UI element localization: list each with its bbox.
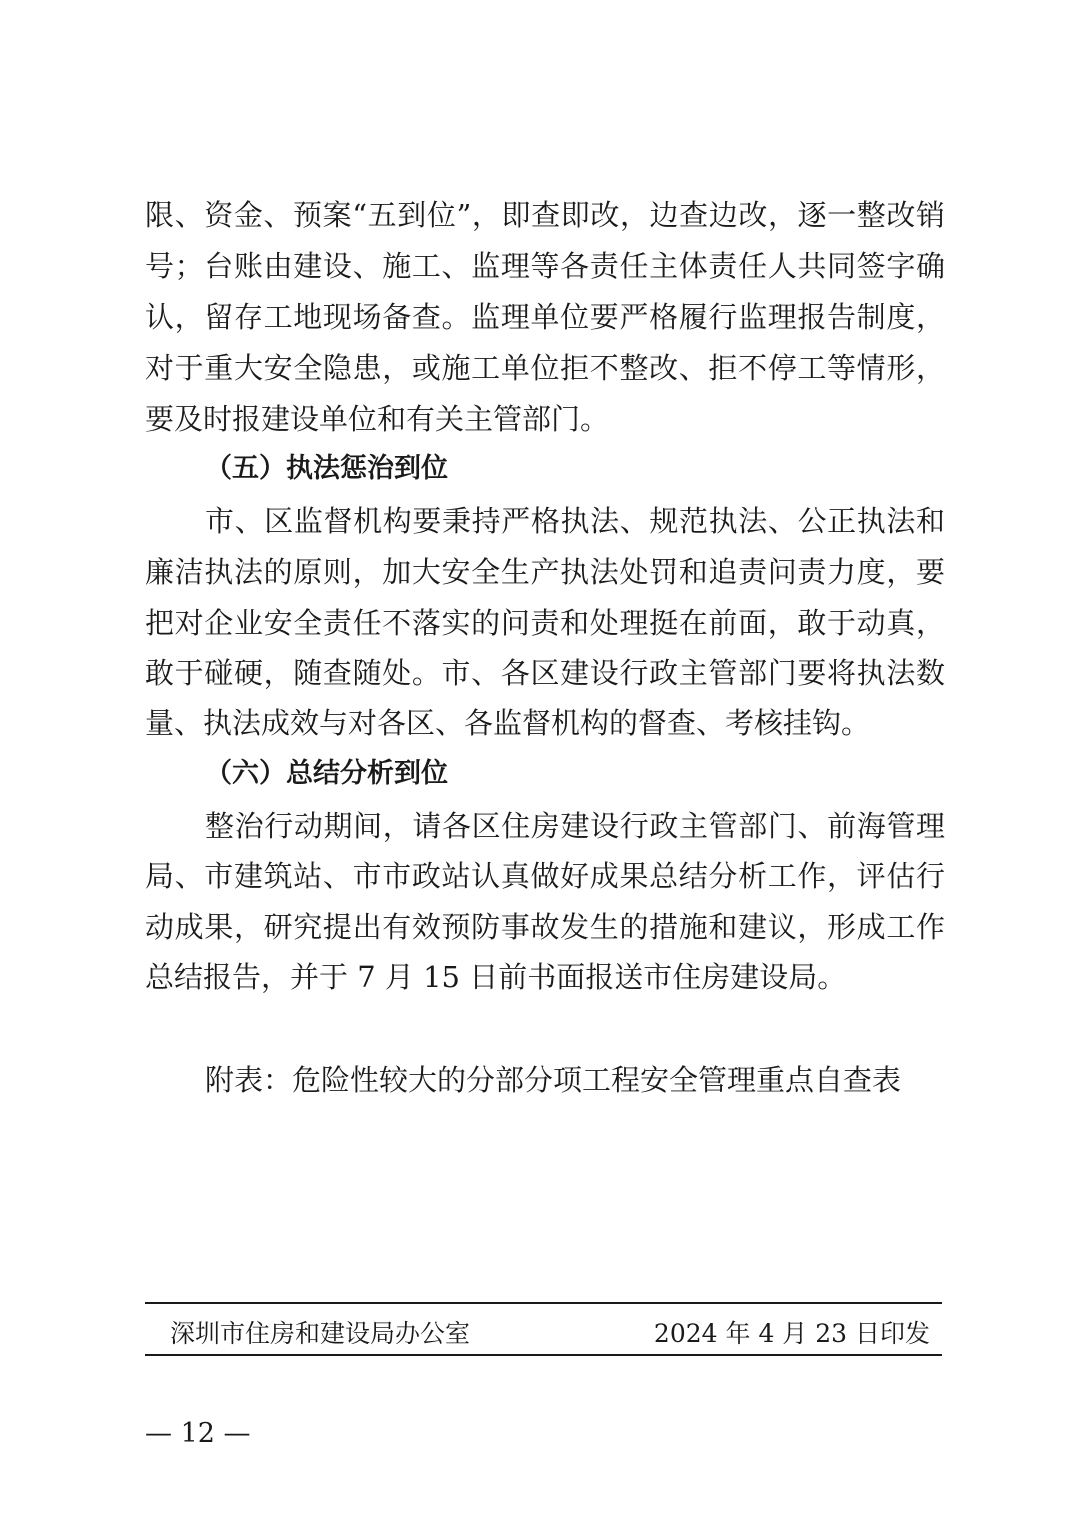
body-text-line: 限、资金、预案“五到位”，即查即改，边查边改，逐一整改销 — [145, 198, 945, 232]
footer-bottom-rule — [145, 1354, 942, 1356]
footer-top-rule — [145, 1302, 942, 1304]
body-text-line: 号；台账由建设、施工、监理等各责任主体责任人共同签字确 — [145, 249, 945, 283]
body-text-line: 局、市建筑站、市市政站认真做好成果总结分析工作，评估行 — [145, 859, 945, 893]
section-heading: （六）总结分析到位 — [205, 758, 448, 789]
issuer-name: 深圳市住房和建设局办公室 — [170, 1319, 471, 1348]
body-text-line: 对于重大安全隐患，或施工单位拒不整改、拒不停工等情形， — [145, 351, 945, 385]
body-text-line: 要及时报建设单位和有关主管部门。 — [145, 402, 610, 436]
section-heading: （五）执法惩治到位 — [205, 453, 448, 484]
issue-date: 2024 年 4 月 23 日印发 — [653, 1319, 930, 1348]
body-text-line: 敢于碰硬，随查随处。市、各区建设行政主管部门要将执法数 — [145, 656, 945, 690]
page-number: — 12 — — [145, 1418, 251, 1449]
body-text-line: 廉洁执法的原则，加大安全生产执法处罚和追责问责力度，要 — [145, 555, 945, 589]
body-text-line: 量、执法成效与对各区、各监督机构的督查、考核挂钩。 — [145, 706, 871, 740]
attachment-note: 附表：危险性较大的分部分项工程安全管理重点自查表 — [205, 1063, 902, 1097]
body-text-line: 动成果，研究提出有效预防事故发生的措施和建议，形成工作 — [145, 910, 945, 944]
body-text-line: 把对企业安全责任不落实的问责和处理挺在前面，敢于动真， — [145, 606, 945, 640]
body-text-line: 总结报告，并于 7 月 15 日前书面报送市住房建设局。 — [145, 960, 847, 994]
body-text-line: 市、区监督机构要秉持严格执法、规范执法、公正执法和 — [205, 504, 945, 538]
body-text-line: 整治行动期间，请各区住房建设行政主管部门、前海管理 — [205, 809, 945, 843]
body-text-line: 认，留存工地现场备查。监理单位要严格履行监理报告制度， — [145, 300, 945, 334]
